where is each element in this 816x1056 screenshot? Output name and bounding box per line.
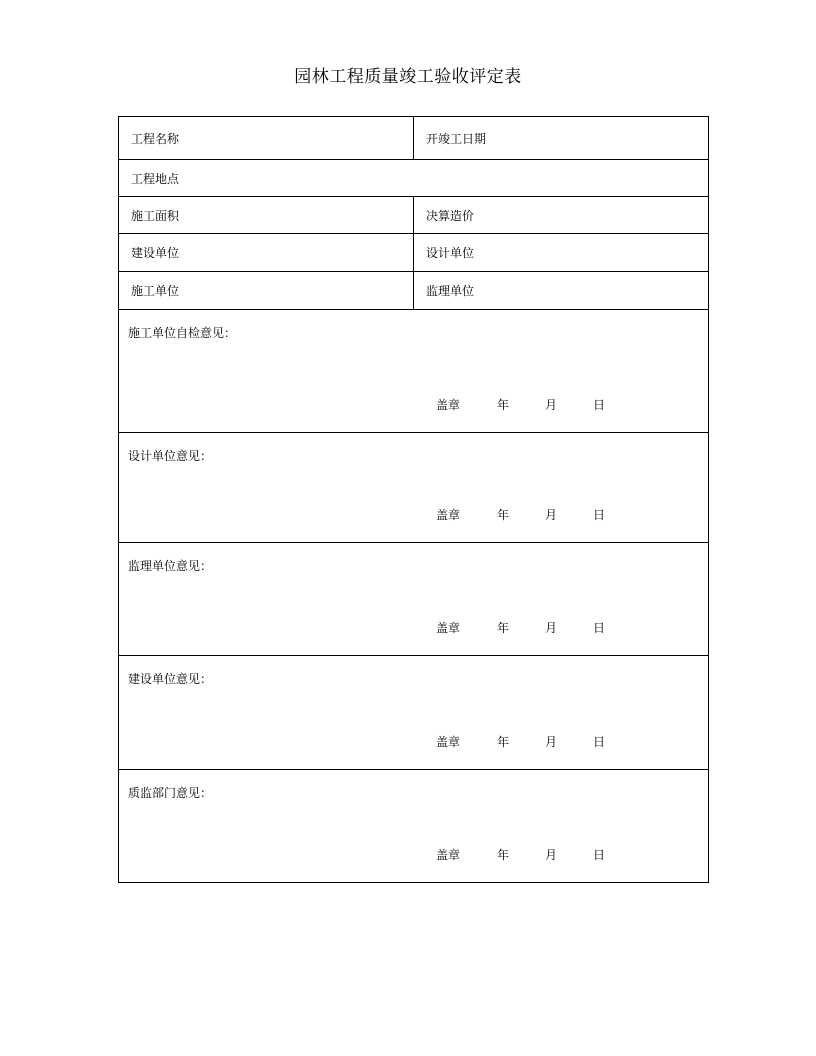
acceptance-form-table	[118, 116, 709, 883]
final-cost-cell[interactable]	[414, 197, 708, 233]
construction-area-cell[interactable]	[119, 197, 414, 233]
row-project-location	[119, 160, 708, 197]
owner-unit-label: 建设单位	[131, 246, 180, 260]
opinion-block-design[interactable]	[119, 433, 708, 543]
row-construction-area	[119, 197, 708, 234]
row-project-name	[119, 117, 708, 160]
month-label: 月	[545, 735, 558, 749]
year-label: 年	[497, 735, 510, 749]
month-label: 月	[545, 621, 558, 635]
design-unit-label: 设计单位	[426, 246, 475, 260]
day-label: 日	[593, 735, 606, 749]
supervision-unit-cell[interactable]	[414, 272, 708, 309]
seal-label: 盖章	[436, 735, 461, 749]
row-owner-unit	[119, 234, 708, 272]
owner-unit-cell[interactable]	[119, 234, 414, 271]
seal-label: 盖章	[436, 508, 461, 522]
year-label: 年	[497, 621, 510, 635]
opinion-label: 监理单位意见：	[128, 559, 213, 573]
seal-label: 盖章	[436, 398, 461, 412]
construction-unit-label: 施工单位	[131, 284, 180, 298]
page-title: 园林工程质量竣工验收评定表	[294, 67, 522, 87]
opinion-block-quality-supervision[interactable]	[119, 770, 708, 882]
supervision-unit-label: 监理单位	[426, 284, 475, 298]
construction-area-label: 施工面积	[131, 208, 180, 223]
seal-label: 盖章	[436, 848, 461, 862]
opinion-label: 建设单位意见：	[128, 672, 213, 686]
project-location-cell[interactable]	[119, 160, 708, 196]
project-name-cell[interactable]	[119, 117, 414, 159]
day-label: 日	[593, 398, 606, 412]
construction-unit-cell[interactable]	[119, 272, 414, 309]
row-construction-unit	[119, 272, 708, 310]
year-label: 年	[497, 398, 510, 412]
month-label: 月	[545, 398, 558, 412]
design-unit-cell[interactable]	[414, 234, 708, 271]
completion-date-cell[interactable]	[414, 117, 708, 159]
opinion-label: 设计单位意见：	[128, 449, 213, 463]
opinion-block-construction[interactable]	[119, 310, 708, 433]
opinion-block-owner[interactable]	[119, 656, 708, 770]
project-name-label: 工程名称	[131, 131, 180, 146]
project-location-label: 工程地点	[131, 171, 180, 186]
completion-date-label: 开竣工日期	[426, 131, 487, 146]
day-label: 日	[593, 848, 606, 862]
month-label: 月	[545, 508, 558, 522]
opinion-block-supervision[interactable]	[119, 543, 708, 656]
day-label: 日	[593, 621, 606, 635]
year-label: 年	[497, 508, 510, 522]
month-label: 月	[545, 848, 558, 862]
opinion-label: 施工单位自检意见：	[128, 326, 237, 340]
final-cost-label: 决算造价	[426, 208, 475, 223]
day-label: 日	[593, 508, 606, 522]
opinion-label: 质监部门意见：	[128, 786, 213, 800]
year-label: 年	[497, 848, 510, 862]
seal-label: 盖章	[436, 621, 461, 635]
